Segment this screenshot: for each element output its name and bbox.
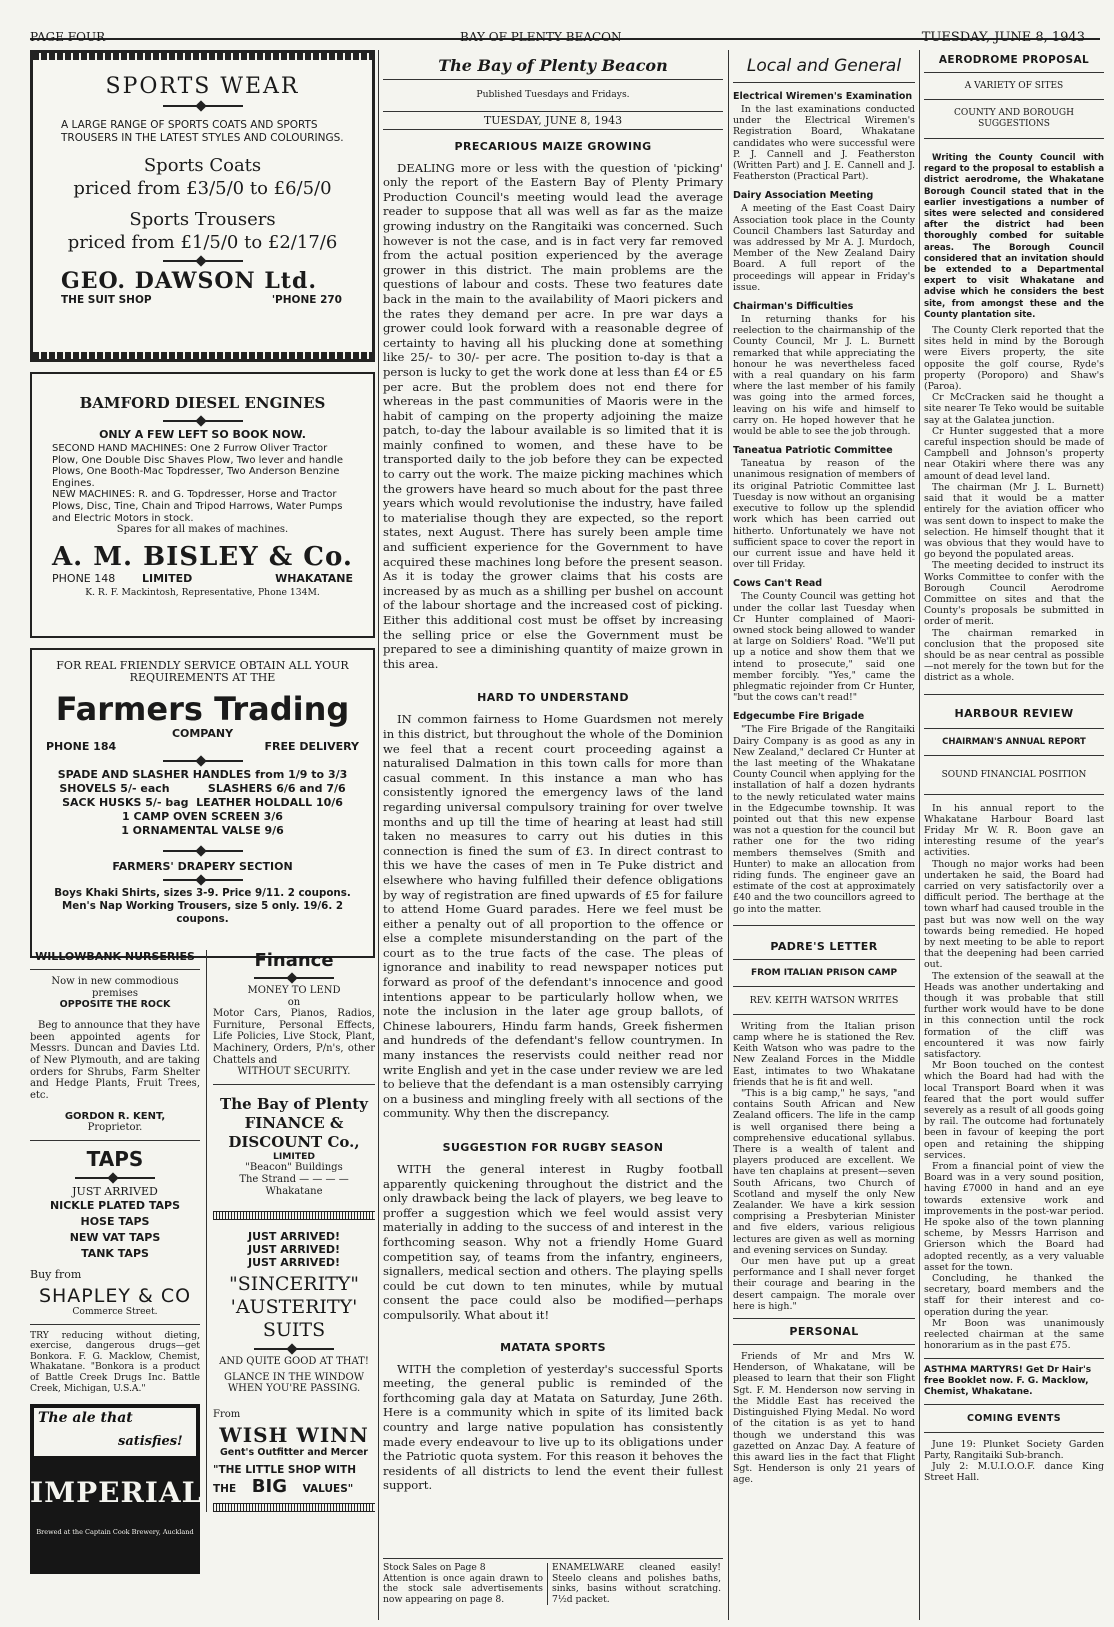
wish-slogan: SUITS (262, 1319, 326, 1342)
article-body: Cr McCracken said he thought a site nearer Te Teko would be suitable say at the Galatea junction. (924, 392, 1104, 426)
article-heading: AERODROME PROPOSAL (938, 54, 1090, 66)
ad-owner: GORDON R. KENT, (64, 1111, 166, 1123)
ad-company: COMPANY (171, 727, 234, 740)
imperial-brewer: Brewed at the Captain Cook Brewery, Auckland (36, 1528, 194, 1537)
finance-firm: The Bay of Plenty FINANCE & DISCOUNT Co., (220, 1094, 368, 1151)
divider-ornament (163, 760, 243, 762)
article-body: In his annual report to the Whakatane Harbour Board last Friday Mr W. R. Boon gave an interesting resume of the year's activities. (924, 802, 1104, 859)
finance-ad (206, 950, 375, 1512)
bottom-notices (383, 1558, 723, 1605)
finance-building: "Beacon" Buildings (245, 1162, 343, 1174)
article-body: The County Clerk reported that the sites held in mind by the Borough were Eivers property, the site opposite the golf course, Ryde's property (Poroporo) and Shaw's (Paroa). (924, 325, 1104, 393)
divider-ornament (163, 879, 243, 881)
wish-values: VALUES" (302, 1482, 354, 1495)
article-body: WITH the completion of yesterday's successful Sports meeting, the general public is reminded of the forthcoming gala day at Matata on Saturday, June 26th. Here is a community which in spite of its limited back country and large native population has consistently made every endeavour to live up to its obligations under the Patriotic quota system. For this reason it behoves the residents of all districts to lend the event their fullest support. (383, 1361, 723, 1493)
firm-name: A. M. BISLEY & Co. (52, 541, 353, 572)
imperial-ad (30, 1404, 203, 1574)
divider-ornament (163, 420, 243, 422)
wish-shop-line: "THE LITTLE SHOP WITH (213, 1463, 356, 1476)
product-line: SHOVELS 5/- each SLASHERS 6/6 and 7/6 (59, 782, 346, 795)
article-heading: HARBOUR REVIEW (954, 706, 1074, 720)
firm-phone: PHONE 148 (52, 571, 116, 585)
wish-good: AND QUITE GOOD AT THAT! (219, 1356, 369, 1368)
article-body: The meeting decided to instruct its Works Committee to confer with the Borough Council Aerodrome Committee on sites and that the County's proposals be submitted in order of merit. (924, 560, 1104, 628)
event-item: June 19: Plunket Society Garden Party, Rangitaiki Sub-branch. (924, 1438, 1104, 1461)
ads-column (30, 50, 375, 1620)
article-body: Mr Boon touched on the contest which the Board had had with the local Transport Board when it was feared that the port would suffer severely as a result of all goods going by rail. The outcome had fortunately been in favour of keeping the port open and retaining the shipping services. (924, 1060, 1104, 1161)
item-body: "The Fire Brigade of the Rangitaiki Dairy Company is as good as any in New Zealand," declared Cr Hunter at the last meeting of the Whakatane County Council when applying for the installation of half a dozen hydrants to the newly reticulated water mains in the Edgecumbe township. It was pointed out that this new expense was not a question for the council but rather one for the two riding members themselves (Smith and Hunter) to make an allocation from riding funds. The engineer gave an estimate of the cost at approximately £40 and the two councillors agreed to go into the matter. (733, 724, 915, 915)
article-heading: PADRE'S LETTER (770, 939, 878, 953)
ad-offer: ONLY A FEW LEFT SO BOOK NOW. (99, 428, 306, 441)
page-number: PAGE FOUR (30, 30, 106, 44)
column-rule (728, 50, 729, 1620)
masthead: The Bay of Plenty Beacon (383, 56, 723, 80)
column-rule (919, 50, 920, 1620)
notice-body: Attention is once again drawn to the stock sale advertisements now appearing on page 8. (383, 1572, 543, 1605)
article-body: "This is a big camp," he says, "and contains South African and New Zealand officers. The life in the camp is well organised there being a comprehensive educational syllabus. There is a wealth of talent and players produced are excellent. We have ten chaplains at present—seven South Africans, two Church of Scotland and myself the only New Zealander. We have a kirk session comprising a Presbyterian Minister and five elders, various religious lectures are given as well as morning and evening services on Sunday. (733, 1088, 915, 1256)
firm-phone: PHONE 184 (46, 740, 117, 753)
article-lead: Writing the County Council with regard to the proposal to establish a district aerodrome, the Whakatane Borough Council stated that in the earlier investigations a number of sites were selected and considered after the district had been thoroughly combed for suitable areas. The Borough Council considered that an invitation should be extended to a Departmental expert to visit Whakatane and advise which he considers the best site, from amongst these and the County plantation site. (924, 153, 1104, 320)
column-rule (378, 50, 379, 1620)
article-subheading: COUNTY AND BOROUGH SUGGESTIONS (954, 108, 1074, 129)
wish-glance: GLANCE IN THE WINDOW WHEN YOU'RE PASSING. (224, 1371, 364, 1395)
farmers-trading-ad (30, 648, 375, 958)
firm-representative: K. R. F. Mackintosh, Representative, Phone 134M. (85, 586, 320, 598)
decorative-border (33, 352, 372, 359)
wish-from: From (213, 1408, 241, 1420)
wish-slogan: 'AUSTERITY' (230, 1296, 358, 1319)
ad-location: OPPOSITE THE ROCK (59, 999, 171, 1011)
local-items (733, 91, 915, 915)
page-header (30, 6, 1100, 45)
imperial-name: IMPERIAL (30, 1476, 203, 1510)
article-body: The chairman remarked in conclusion that the proposed site should be as near central as possible—not merely for the town but for the district as a whole. (924, 627, 1104, 684)
issue-date: TUESDAY, JUNE 8, 1943 (921, 30, 1085, 45)
sports-coats: Sports Coats (143, 155, 262, 176)
shop-phone: 'PHONE 270 (271, 294, 342, 306)
item-body: In returning thanks for his reelection to the chairmanship of the County Council, Mr J. L. Burnett remarked that while appreciating the honour he was nevertheless faced with a real quandary on his farm where the last member of his family was going into the armed forces, leaving on his wife and himself to carry on. He hoped however that he would be able to see the job through. (733, 314, 915, 438)
sports-wear-ad (30, 50, 375, 362)
wish-shop-line-2 (213, 1476, 375, 1497)
drapery-item: Men's Nap Working Trousers, size 5 only. 19/6. 2 coupons. (61, 900, 344, 925)
sports-trousers: Sports Trousers (129, 209, 276, 230)
taps-street: Commerce Street. (72, 1305, 158, 1317)
divider-ornament (163, 260, 243, 262)
item-heading: Chairman's Difficulties (733, 301, 854, 313)
article-heading: COMING EVENTS (967, 1412, 1061, 1424)
item-heading: Dairy Association Meeting (733, 190, 874, 202)
article-body: Concluding, he thanked the secretary, board members and the staff for their interest and co-operation during the year. (924, 1273, 1104, 1318)
arrived-line: JUST ARRIVED! (247, 1256, 340, 1270)
ad-title: Farmers Trading (55, 690, 350, 728)
finance-limited: LIMITED (272, 1150, 315, 1162)
article-heading: PERSONAL (789, 1325, 859, 1339)
sports-coats-price: priced from £3/5/0 to £6/5/0 (73, 178, 332, 199)
firm-town: WHAKATANE (275, 571, 353, 585)
divider-ornament (75, 1177, 155, 1179)
wish-arrived (213, 1230, 375, 1269)
finance-items: Motor Cars, Pianos, Radios, Furniture, Personal Effects, Life Policies, Live Stock, Plant, Machinery, Orders, P/n's, other Chattels and (213, 1008, 375, 1066)
wish-outfitter: Gent's Outfitter and Mercer (220, 1446, 368, 1458)
article-subheading: REV. KEITH WATSON WRITES (749, 994, 899, 1006)
item-body: In the last examinations conducted under the Electrical Wiremen's Registration Board, Whakatane candidates who were successful were P. J. Cannell and J. Featherston (Written Part) and J. E. Cannell and J. Featherston (Practical Part). (733, 104, 915, 183)
article-body: IN common fairness to Home Guardsmen not merely in this district, but throughout the whole of the Dominion we feel that a recent court proceeding against a naturalised Dalmation in this town calls for more than casual comment. In this instance a man who has consistently ignored the emergency laws of the land regarding universal compulsory training for over twelve months and up till the time of hearing at least had still taken no measures to carry out his duties in this connection is fined the sum of £3. In direct contrast to this we have the cases of men in Te Puke district and elsewhere who having fulfilled their defence obligations by way of registration are fined upwards of £5 for failure to attend Home Guard parades. Here we feel must be either a penalty out of all proportion to the offence or else a complete misunderstanding on the part of the court as to the true facts of the case. The pleas of ignorance and inability to read newspaper notices put forward as proof of the defendant's innocence and good intentions appear to be particularly hollow when, we note the inclusion in the later age group ballots, of Chinese labourers, Hindu farm hands, Greek fishermen and hundreds of the defendant's fellow countrymen. In many instances the reservists could neither read nor write English and yet in the case under review we are led to believe that the defendant is a man ostensibly carrying on a business and mingling freely with all sections of the community. Why then the discrepancy. (383, 712, 723, 1121)
spares: Spares for all makes of machines. (116, 524, 289, 536)
ad-title: SPORTS WEAR (105, 74, 300, 99)
stock-sales-notice (383, 1563, 547, 1605)
article-subheading: SOUND FINANCIAL POSITION (941, 769, 1087, 780)
article-subheading: FROM ITALIAN PRISON CAMP (750, 967, 898, 978)
ad-owner-role: Proprietor. (87, 1122, 143, 1134)
wish-slogan: "SINCERITY" (228, 1273, 360, 1296)
finance-street: The Strand — — — — Whakatane (239, 1173, 349, 1197)
product-list (46, 768, 359, 838)
free-delivery: FREE DELIVERY (264, 740, 359, 753)
article-heading: MATATA SPORTS (500, 1340, 606, 1354)
article-heading: SUGGESTION FOR RUGBY SEASON (442, 1141, 664, 1154)
product-line: 1 CAMP OVEN SCREEN 3/6 (122, 810, 283, 823)
divider-ornament (254, 977, 334, 979)
divider-ornament (163, 105, 243, 107)
new-machines: NEW MACHINES: R. and G. Topdresser, Horse and Tractor Plows, Disc, Tine, Chain and Tripod Harrows, Water Pumps and Electric Motors in stock. (52, 489, 343, 524)
article-heading: PRECARIOUS MAIZE GROWING (454, 139, 652, 153)
right-column (924, 50, 1104, 1620)
article-body: The extension of the seawall at the Heads was another undertaking and though it was probable that still further work would have to be done in this connection until the rock formation of the cliff was encountered it was now fairly satisfactory. (924, 970, 1104, 1061)
item-heading: Cows Can't Read (733, 578, 823, 590)
decorative-border (33, 53, 372, 60)
taps-item: NEW VAT TAPS (69, 1230, 161, 1244)
event-item: July 2: M.U.I.O.O.F. dance King Street Hall. (924, 1460, 1104, 1484)
asthma-ad: ASTHMA MARTYRS! Get Dr Hair's free Booklet now. F. G. Macklow, Chemist, Whakatane. (924, 1364, 1092, 1397)
taps-item: NICKLE PLATED TAPS (49, 1198, 181, 1212)
ad-lead: FOR REAL FRIENDLY SERVICE OBTAIN ALL YOUR REQUIREMENTS AT THE (56, 659, 349, 684)
taps-firm: SHAPLEY & CO (38, 1284, 192, 1307)
wish-big: BIG (251, 1475, 287, 1497)
divider-ornament (163, 850, 243, 852)
item-heading: Edgecumbe Fire Brigade (733, 711, 865, 723)
bisley-ad (30, 372, 375, 638)
taps-buy: Buy from (30, 1267, 82, 1281)
taps-item: TANK TAPS (81, 1246, 149, 1260)
ad-title: WILLOWBANK NURSERIES (35, 950, 195, 963)
drapery-heading: FARMERS' DRAPERY SECTION (112, 860, 293, 873)
article-body: From a financial point of view the Board was in a very sound position, having £7000 in hand and an eye towards extensive work and improvements in the post-war period. He spoke also of the town planning scheme, by Messrs Harrison and Grierson which the Board had adopted recently, as a very valuable asset for the town. (924, 1161, 1104, 1273)
editorial-column (383, 50, 723, 1550)
firm-footer (33, 294, 372, 308)
bonkora-ad: TRY reducing without dieting, exercise, dangerous drugs—get Bonkora. F. G. Macklow, Chemist, Whakatane. "Bonkora is a product of Battle Creek Drugs Inc. Battle Creek, Michigan, U.S.A." (30, 1329, 200, 1394)
ad-lead: A LARGE RANGE OF SPORTS COATS AND SPORTS TROUSERS IN THE LATEST STYLES AND COLOURINGS. (61, 119, 344, 144)
section-title: Local and General (733, 56, 915, 83)
article-body: Mr Boon was unanimously reelected chairman at the same honorarium as in the past £75. (924, 1317, 1104, 1352)
decorative-border (213, 1503, 375, 1512)
second-hand-machines: SECOND HAND MACHINES: One 2 Furrow Oliver Tractor Plow, One Double Disc Shaves Plow, Two lever and handle Plows, One Booth-Mac Topdresser, Two Anderson Benzine Engines. (52, 443, 344, 489)
arrived-line: JUST ARRIVED! (247, 1230, 340, 1244)
ad-title: BAMFORD DIESEL ENGINES (79, 394, 326, 412)
article-subheading: A VARIETY OF SITES (964, 81, 1064, 91)
editorial-date: TUESDAY, JUNE 8, 1943 (383, 111, 723, 130)
ad-premises: Now in new commodious premises (51, 976, 179, 999)
decorative-border (213, 1211, 375, 1220)
publication-schedule: Published Tuesdays and Fridays. (476, 89, 630, 100)
article-body: WITH the general interest in Rugby football apparently quickening throughout the district and the only drawback being the lack of players, we beg leave to proffer a suggestion which we feel would assist very materially in adding to the success of and interest in the forthcoming season. Why not a friendly Home Guard competition say, of teams from the infantry, engineers, signallers, medical section and others. The playing spells could be cut down to ten minutes, while by mutual consent the pace could also be modified—perhaps compulsorily. What about it! (383, 1162, 723, 1322)
divider-ornament (254, 1348, 334, 1350)
arrived-line: JUST ARRIVED! (247, 1243, 340, 1257)
shop-name: THE SUIT SHOP (61, 294, 152, 306)
sports-trousers-price: priced from £1/5/0 to £2/17/6 (67, 232, 338, 253)
finance-security: WITHOUT SECURITY. (237, 1066, 351, 1078)
article-body: Friends of Mr and Mrs W. Henderson, of Whakatane, will be pleased to learn that their son Flight Sgt. F. M. Henderson now serving in the Middle East has received the Distinguished Flying Medal. No word of the citation is as yet to hand though we understand this was gazetted on Anzac Day. A feature of this award lies in the fact that Flight Sgt. Henderson is only 21 years of age. (733, 1351, 915, 1486)
article-body: The chairman (Mr J. L. Burnett) said that it would be a matter entirely for the aviation officer who was sent down to inspect to make the selection. He himself thought that it was obvious that they would have to go beyond the populated areas. (924, 481, 1104, 561)
imperial-slogan: The ale that (38, 1410, 133, 1427)
taps-list (30, 1198, 200, 1262)
wish-the: THE (213, 1482, 237, 1495)
notice-heading: Stock Sales on Page 8 (383, 1562, 486, 1573)
taps-arrived: JUST ARRIVED (72, 1184, 158, 1198)
taps-title: TAPS (86, 1146, 144, 1171)
item-heading: Taneatua Patriotic Committee (733, 445, 893, 457)
wish-firm: WISH WINN (219, 1422, 369, 1447)
article-body: Cr Hunter suggested that a more careful inspection should be made of Campbell and Johnson's property near Otakiri where there was any amount of dead level land. (924, 425, 1104, 482)
article-heading: HARD TO UNDERSTAND (477, 691, 629, 705)
item-body: The County Council was getting hot under the collar last Tuesday when Cr Hunter complained of Maori-owned stock being allowed to wander at large on Soldiers' Road. "We'll put up a notice and show them that we intend to prosecute," said one member forcibly. "Yes," came the phlegmatic rejoinder from Cr Hunter, "but the cows can't read!" (733, 591, 915, 704)
ad-title: Finance (254, 950, 334, 971)
article-body: Writing from the Italian prison camp where he is stationed the Rev. Keith Watson who was padre to the New Zealand Forces in the Middle East, intimates to two Whakatane friends that he is fit and well. (733, 1020, 915, 1088)
ad-body: Beg to announce that they have been appointed agents for Messrs. Duncan and Davies Ltd. of New Plymouth, and are taking orders for Shrubs, Farm Shelter and Hedge Plants, Fruit Trees, etc. (30, 1020, 200, 1101)
newspaper-name: BAY OF PLENTY BEACON (460, 30, 622, 44)
article-subheading: CHAIRMAN'S ANNUAL REPORT (942, 736, 1086, 747)
firm-name: GEO. DAWSON Ltd. (61, 268, 318, 294)
local-general-column (733, 50, 915, 1620)
product-line: SPADE AND SLASHER HANDLES from 1/9 to 3/3 (57, 768, 348, 781)
enamelware-ad: ENAMELWARE cleaned easily! Steelo cleans and polishes baths, sinks, basins without scratching. 7½d packet. (547, 1563, 721, 1605)
finance-on: on (287, 996, 301, 1008)
article-body: DEALING more or less with the question of 'picking' only the report of the Eastern Bay of Plenty Primary Production Council's meeting would lead the average reader to suppose that all was well as far as the maize growing industry on the Rangitaiki was concerned. Such however is not the case, and is in fact very far removed from the actual position experienced by the average grower in this district. The main problems are the questions of labour and costs. These two features date back in the main to the availability of Maori pickers and the rates they demand per acre. In pre war days a grower could look forward with a reasonable degree of certainty to having all his plucking done at something like 25/- to 30/- per acre. The position to-day is that a person is lucky to get the work done at less than £4 or £5 per acre. But the problem does not end there for whereas in the past communities of Maoris were in the habit of camping on the property adjoining the maize patch, to-day the labour available is so limited that it is mainly confined to women, and these have to be transported daily to the job before they can be expected to carry out the work. The maize picking machines which the growers have heard so much about for the past three years which would revolutionise the industry, have failed to materialise though they are expected, so the report states, next August. There has surely been ample time and sufficient experience for the Government to have acquired these machines long before the present season. As it is today the grower claims that his costs are increased by as much as a shilling per bushel on account of the labour shortage and the increased cost of picking. Either this additional cost must be offset by increasing the selling price or else the Government must be prepared to see a diminishing quantity of maize grown in this area. (383, 160, 723, 671)
taps-item: HOSE TAPS (80, 1214, 150, 1228)
article-body: Our men have put up a great performance and I shall never forget their courage and bearing in the desert campaign. The morale over here is high." (733, 1256, 915, 1312)
imperial-slogan-2: satisfies! (118, 1434, 183, 1450)
firm-footer (52, 572, 353, 586)
item-heading: Electrical Wiremen's Examination (733, 91, 913, 102)
willowbank-ad (30, 950, 203, 1574)
drapery-item: Boys Khaki Shirts, sizes 3-9. Price 9/11. 2 coupons. (54, 887, 351, 899)
phone-delivery (46, 740, 359, 754)
finance-money: MONEY TO LEND (247, 985, 341, 996)
item-body: Taneatua by reason of the unanimous resignation of members of its original Patriotic Committee last Tuesday is now without an organising executive to follow up the splendid work which has been carried out hitherto. Unfortunately we have not sufficient space to cover the report in our current issue and have held it over till Friday. (733, 458, 915, 571)
product-line: 1 ORNAMENTAL VALSE 9/6 (121, 824, 284, 837)
item-body: A meeting of the East Coast Dairy Association took place in the County Council Chambers last Saturday and was addressed by Mr A. J. Murdoch, Member of the New Zealand Dairy Board. A full report of the proceedings will appear in Friday's issue. (733, 203, 915, 293)
article-body: Though no major works had been undertaken he said, the Board had carried on very satisfactorily over a difficult period. The berthage at the town wharf had caused trouble in the past but was now well on the way towards being remedied. He hoped by next meeting to be able to report that the deepening had been carried out. (924, 858, 1104, 971)
firm-limited: LIMITED (142, 571, 193, 585)
product-line: SACK HUSKS 5/- bag LEATHER HOLDALL 10/6 (62, 796, 343, 809)
